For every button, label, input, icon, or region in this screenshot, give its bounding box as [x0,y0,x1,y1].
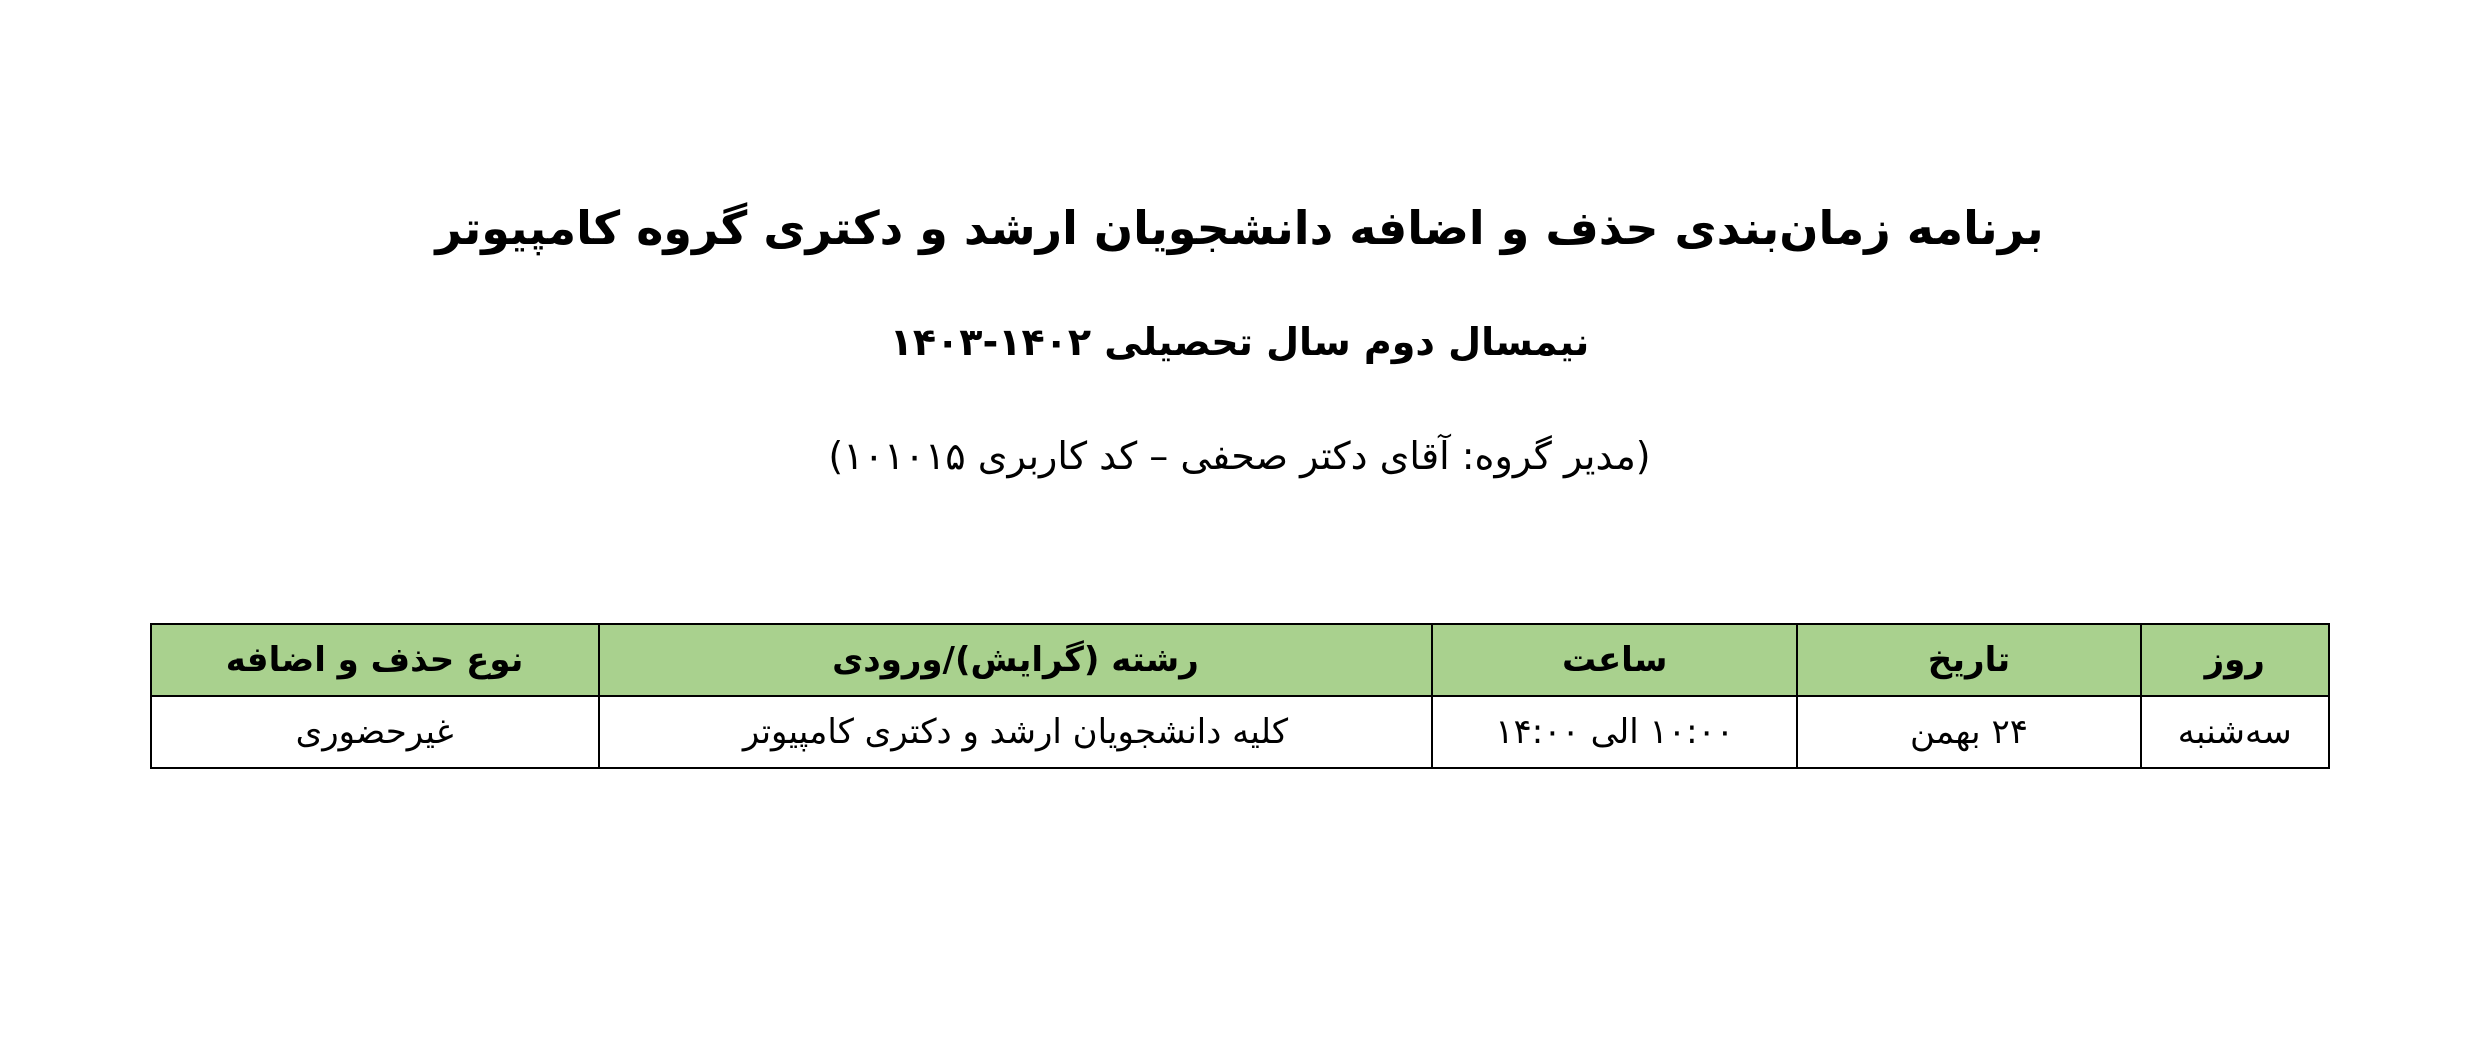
table-header-row [151,624,2329,696]
column-header-time: ساعت [1432,624,1797,696]
department-head-note: (مدیر گروه: آقای دکتر صحفی – کد کاربری ۱۰۱۰۱۵) [828,433,1651,478]
page-title: برنامه زمان‌بندی حذف و اضافه دانشجویان ارشد و دکتری گروه کامپیوتر [435,201,2044,255]
cell-date: ۲۴ بهمن [1797,696,2141,768]
table-body [151,696,2329,768]
cell-field: کلیه دانشجویان ارشد و دکتری کامپیوتر [599,696,1433,768]
cell-day: سه‌شنبه [2141,696,2329,768]
column-header-day: روز [2141,624,2329,696]
page-subtitle: نیمسال دوم سال تحصیلی ۱۴۰۲-۱۴۰۳ [889,320,1590,365]
cell-time: ۱۰:۰۰ الی ۱۴:۰۰ [1432,696,1797,768]
column-header-type: نوع حذف و اضافه [151,624,599,696]
schedule-table [150,623,2330,769]
column-header-date: تاریخ [1797,624,2141,696]
table-row [151,696,2329,768]
table-header [151,624,2329,696]
cell-type: غیرحضوری [151,696,599,768]
schedule-table-container [0,483,2479,769]
column-header-field: رشته (گرایش)/ورودی [599,624,1433,696]
